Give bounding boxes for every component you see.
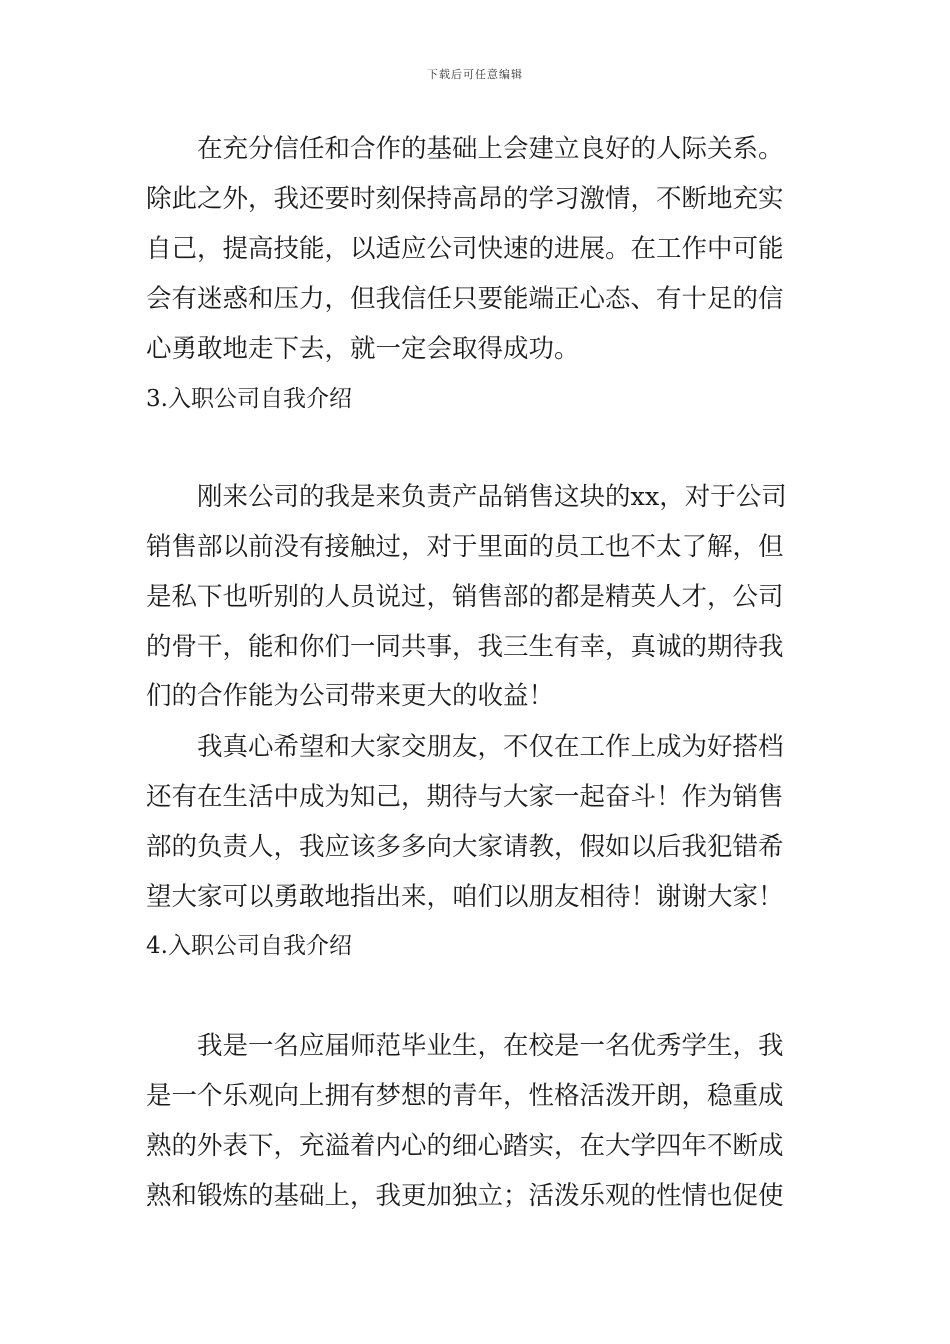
text-line: 会有迷惑和压力，但我信任只要能端正心态、有十足的信 [146,284,784,314]
text-line: 心勇敢地走下去，就一定会取得成功。 [146,334,580,364]
text-line: 除此之外，我还要时刻保持高昂的学习激情，不断地充实 [146,184,784,214]
text-line: 自己，提高技能，以适应公司快速的进展。在工作中可能 [146,234,784,264]
text-line: 部的负责人，我应该多多向大家请教，假如以后我犯错希 [146,832,784,862]
text-line: 们的合作能为公司带来更大的收益！ [146,681,555,711]
text-line: 销售部以前没有接触过，对于里面的员工也不太了解，但 [146,532,784,562]
text-line: 刚来公司的我是来负责产品销售这块的xx，对于公司 [197,482,787,512]
text-line: 是一个乐观向上拥有梦想的青年，性格活泼开朗，稳重成 [146,1081,784,1111]
text-line: 还有在生活中成为知己，期待与大家一起奋斗！作为销售 [146,782,784,812]
text-line: 的骨干，能和你们一同共事，我三生有幸，真诚的期待我 [146,632,784,662]
text-line: 我真心希望和大家交朋友，不仅在工作上成为好搭档 [197,732,784,762]
section-heading: 4.入职公司自我介绍 [146,933,352,959]
text-line: 是私下也听别的人员说过，销售部的都是精英人才，公司 [146,582,784,612]
text-line: 熟的外表下，充溢着内心的细心踏实，在大学四年不断成 [146,1131,784,1161]
text-line: 望大家可以勇敢地指出来，咱们以朋友相待！谢谢大家！ [146,882,784,912]
text-line: 熟和锻炼的基础上，我更加独立；活泼乐观的性情也促使 [146,1181,784,1211]
page-header-note: 下载后可任意编辑 [427,68,523,81]
section-heading: 3.入职公司自我介绍 [146,386,352,412]
text-line: 我是一名应届师范毕业生，在校是一名优秀学生，我 [197,1031,784,1061]
text-line: 在充分信任和合作的基础上会建立良好的人际关系。 [197,134,784,164]
